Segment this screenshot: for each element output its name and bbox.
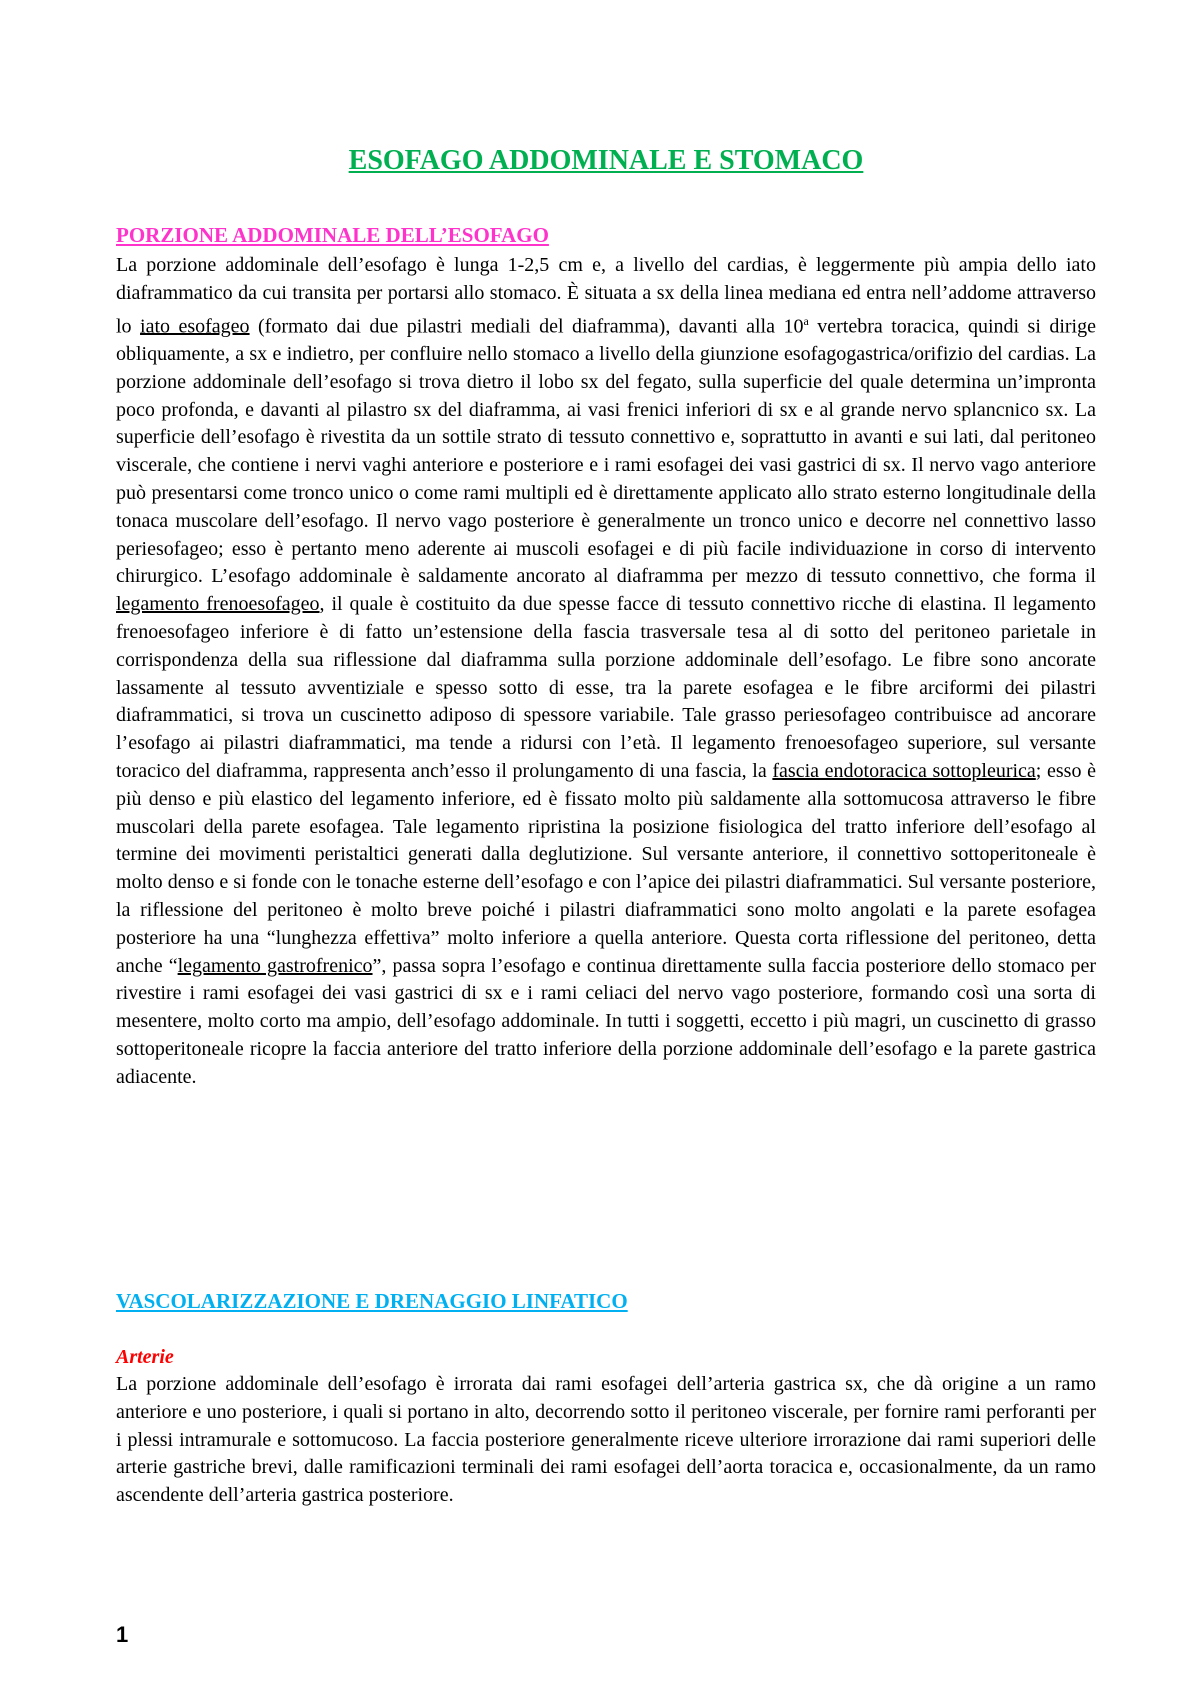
subheading-arterie: Arterie <box>116 1346 174 1368</box>
paragraph-porzione-addominale <box>116 252 1096 1092</box>
term-legamento-frenoesofageo: legamento frenoesofageo <box>116 593 320 616</box>
paragraph-arterie: La porzione addominale dell’esofago è irrorata dai rami esofagei dell’arteria gastrica sx, che dà origine a un ramo anteriore e uno posteriore, i quali si portano in alto, decorrendo sotto il peritoneo viscerale, per fornire rami perforanti per i plessi intramurale e sottomucoso. La faccia posteriore generalmente riceve ulteriore irrorazione dai rami superiori delle arterie gastriche brevi, dalle ramificazioni terminali dei rami esofagei dell’aorta toracica e, occasionalmente, da un ramo ascendente dell’arteria gastrica posteriore. <box>116 1373 1096 1507</box>
paragraph-text: ”, passa sopra l’esofago e continua direttamente sulla faccia posteriore dello stomaco per rivestire i rami esofagei dei vasi gastrici di sx e i rami celiaci del nervo vago posteriore, formando così una sorta di mesentere, molto corto ma ampio, dell’esofago addominale. In tutti i soggetti, eccetto i più magri, un cuscinetto di grasso sottoperitoneale ricopre la faccia anteriore del tratto inferiore della porzione addominale dell’esofago e la parete gastrica adiacente. <box>116 954 1096 1088</box>
paragraph-text: , il quale è costituito da due spesse facce di tessuto connettivo ricche di elastina. Il legamento frenoesofageo inferiore è di fatto un’estensione della fascia trasversale tesa al di sotto del peritoneo parietale in corrispondenza della sua riflessione dal diaframma sulla porzione addominale dell’esofago. Le fibre sono ancorate lassamente al tessuto avventiziale e spesso sotto di esse, tra la parete esofagea e le fibre arciformi dei pilastri diaframmatici, si trova un cuscinetto adiposo di spessore variabile. Tale grasso periesofageo contribuisce ad ancorare l’esofago ai pilastri diaframmatici, ma tende a ridursi con l’età. Il legamento frenoesofageo superiore, sul versante toracico del diaframma, rappresenta anch’esso il prolungamento di una fascia, la <box>116 593 1097 782</box>
term-legamento-gastrofrenico: legamento gastrofrenico <box>177 954 373 977</box>
term-fascia-endotoracica: fascia endotoracica sottopleurica <box>772 760 1036 782</box>
section-heading-vascolarizzazione: VASCOLARIZZAZIONE E DRENAGGIO LINFATICO <box>116 1289 628 1313</box>
paragraph-text: (formato dai due pilastri mediali del diaframma), davanti alla 10 <box>249 315 804 338</box>
term-iato-esofageo: iato esofageo <box>140 315 250 338</box>
paragraph-text: vertebra toracica, quindi si dirige obliquamente, a sx e indietro, per confluire nello stomaco a livello della giunzione esofagogastrica/orifizio del cardias. La porzione addominale dell’esofago si trova dietro il lobo sx del fegato, sulla superficie del quale determina un’impronta poco profonda, e davanti al pilastro sx del diaframma, ai vasi frenici inferiori di sx e al grande nervo splancnico sx. La superficie dell’esofago è rivestita da un sottile strato di tessuto connettivo e, soprattutto in avanti e sui lati, dal peritoneo viscerale, che contiene i nervi vaghi anteriore e posteriore e i rami esofagei dei vasi gastrici di sx. Il nervo vago anteriore può presentarsi come tronco unico o come rami multipli ed è direttamente applicato allo strato esterno longitudinale della tonaca muscolare dell’esofago. Il nervo vago posteriore è generalmente un tronco unico e decorre nel connettivo lasso periesofageo; esso è pertanto meno aderente ai muscoli esofagei e di più facile individuazione in corso di intervento chirurgico. L’esofago addominale è saldamente ancorato al diaframma per mezzo di tessuto connettivo, che forma il <box>116 315 1096 588</box>
ordinal-superscript: a <box>803 313 809 328</box>
document-title: ESOFAGO ADDOMINALE E STOMACO <box>348 145 864 176</box>
paragraph-text: ; esso è più denso e più elastico del legamento inferiore, ed è fissato molto più saldamente alla sottomucosa attraverso le fibre muscolari della parete esofagea. Tale legamento ripristina la posizione fisiologica del tratto inferiore dell’esofago al termine dei movimenti peristaltici generati dalla deglutizione. Sul versante anteriore, il connettivo sottoperitoneale è molto denso e si fonde con le tonache esterne dell’esofago e con l’apice dei pilastri diaframmatici. Sul versante posteriore, la riflessione del peritoneo è molto breve poiché i pilastri diaframmatici sono molto angolati e la parete esofagea posteriore ha una “lunghezza effettiva” molto inferiore a quella anteriore. Questa corta riflessione del peritoneo, detta anche “ <box>116 760 1096 977</box>
page-number: 1 <box>116 1622 129 1647</box>
paragraph-text: La porzione addominale dell’esofago è lunga 1-2,5 cm e, a livello del cardias, è leggermente più ampia dello iato diaframmatico da cui transita per portarsi allo stomaco. È situata a sx della linea mediana ed entra nell’addome attraverso lo <box>116 254 1096 338</box>
section-heading-porzione-addominale: PORZIONE ADDOMINALE DELL’ESOFAGO <box>116 223 549 247</box>
